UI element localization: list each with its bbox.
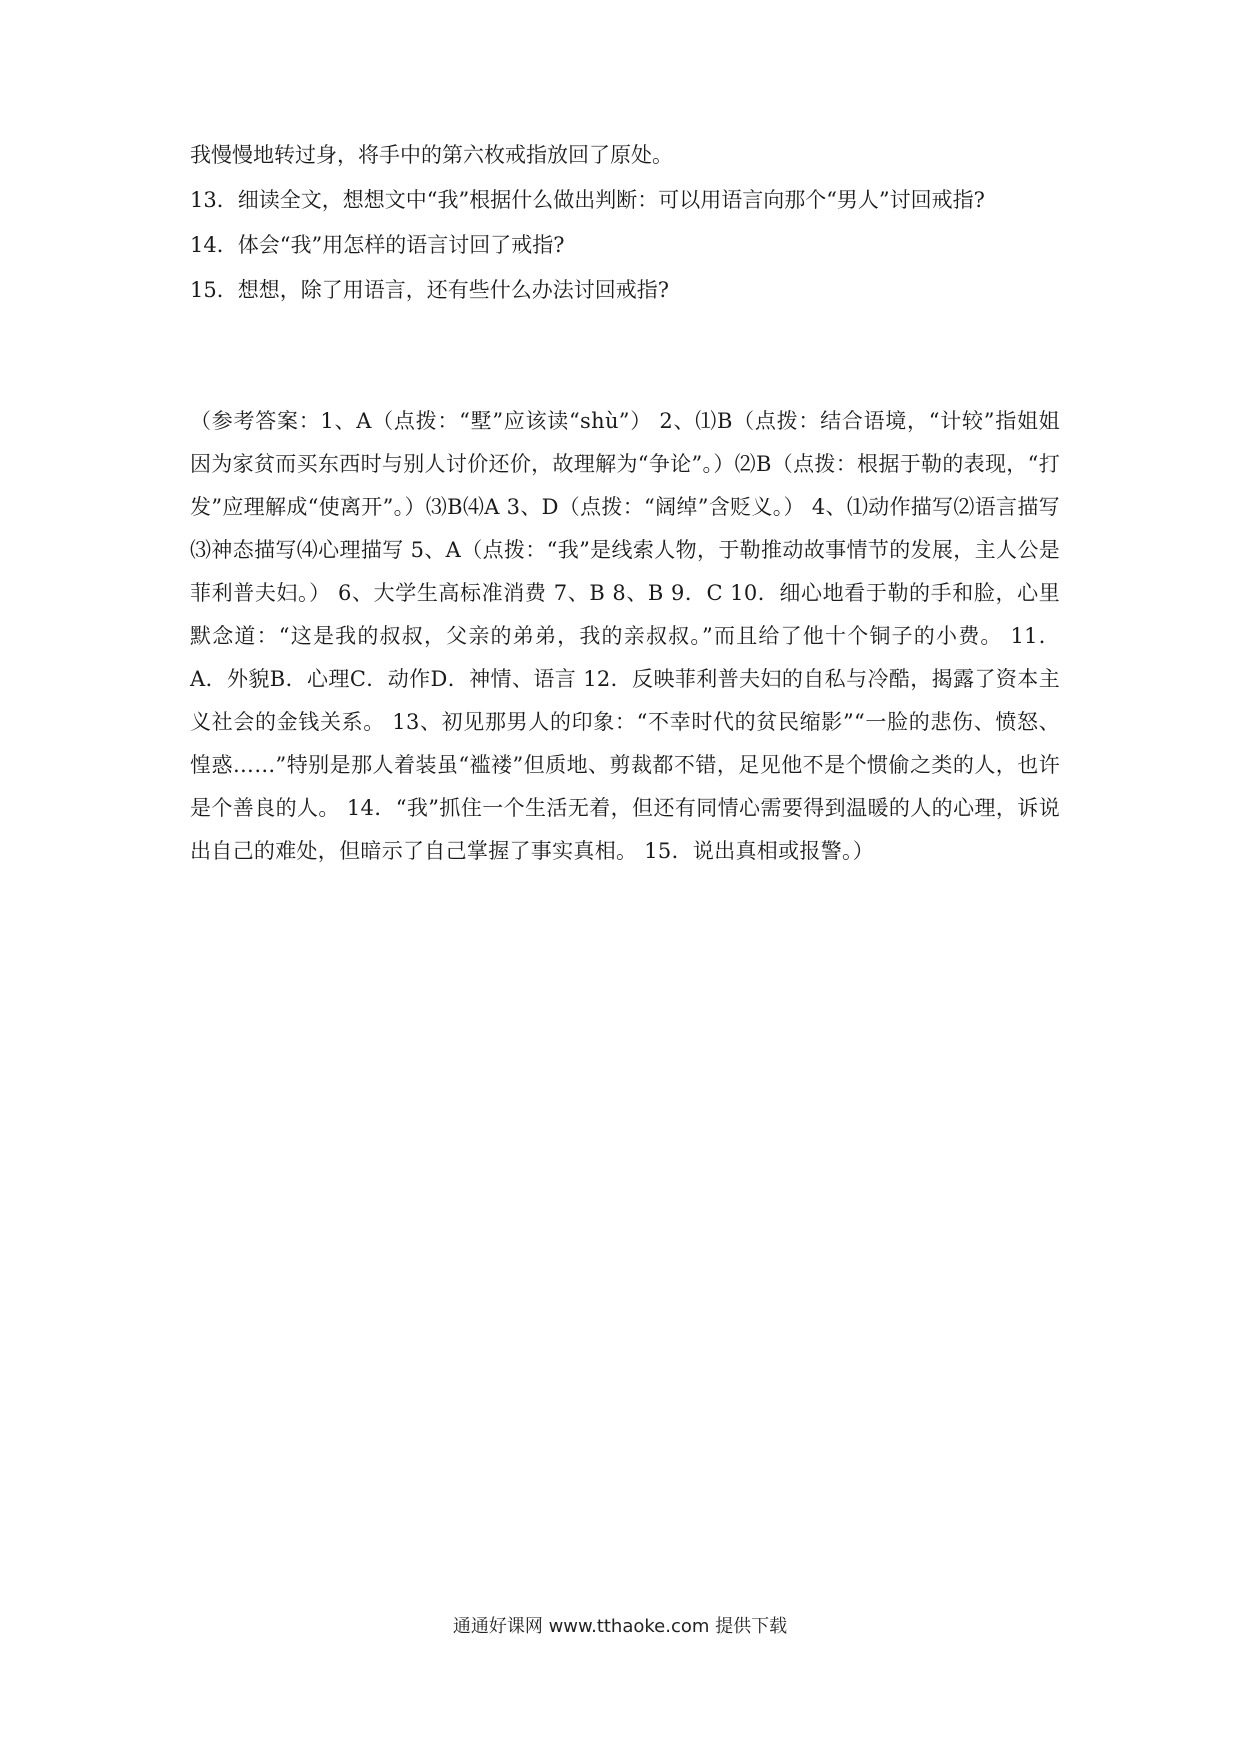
question-15: 15．想想，除了用语言，还有些什么办法讨回戒指? [190,278,669,302]
footer-source-text: 通通好课网 www.tthaoke.com 提供下载 [452,1616,788,1637]
question-13: 13．细读全文，想想文中“我”根据什么做出判断：可以用语言向那个“男人”讨回戒指? [190,188,985,212]
reference-answers: （参考答案：1、A（点拨：“墅”应该读“shù”） 2、⑴B（点拨：结合语境，“计较”指姐姐因为家贫而买东西时与别人讨价还价，故理解为“争论”。）⑵B（点拨：根据于勒的表现，“打发”应理解成“使离开”。）⑶B⑷A 3、D（点拨：“阔绰”含贬义。） 4、⑴动作描写⑵语言描写⑶神态描写⑷心理描写 5、A（点拨：“我”是线索人物，于勒推动故事情节的发展，主人公是菲利普夫妇。） 6、大学生高标准消费 7、B 8、B 9．C 10．细心地看于勒的手和脸，心里默念道：“这是我的叔叔，父亲的弟弟，我的亲叔叔。”而且给了他十个铜子的小费。 11．A．外貌B．心理C．动作D．神情、语言 12．反映菲利普夫妇的自私与冷酷，揭露了资本主义社会的金钱关系。 13、初见那男人的印象：“不幸时代的贫民缩影”“一脸的悲伤、愤怒、惶惑……”特别是那人着装虽“褴褛”但质地、剪裁都不错，足见他不是个惯偷之类的人，也许是个善良的人。 14．“我”抓住一个生活无着，但还有同情心需要得到温暖的人的心理，诉说出自己的难处，但暗示了自己掌握了事实真相。 15．说出真相或报警。） [190,409,1060,863]
question-14: 14．体会“我”用怎样的语言讨回了戒指? [190,233,565,257]
story-closing-line: 我慢慢地转过身，将手中的第六枚戒指放回了原处。 [190,143,673,167]
